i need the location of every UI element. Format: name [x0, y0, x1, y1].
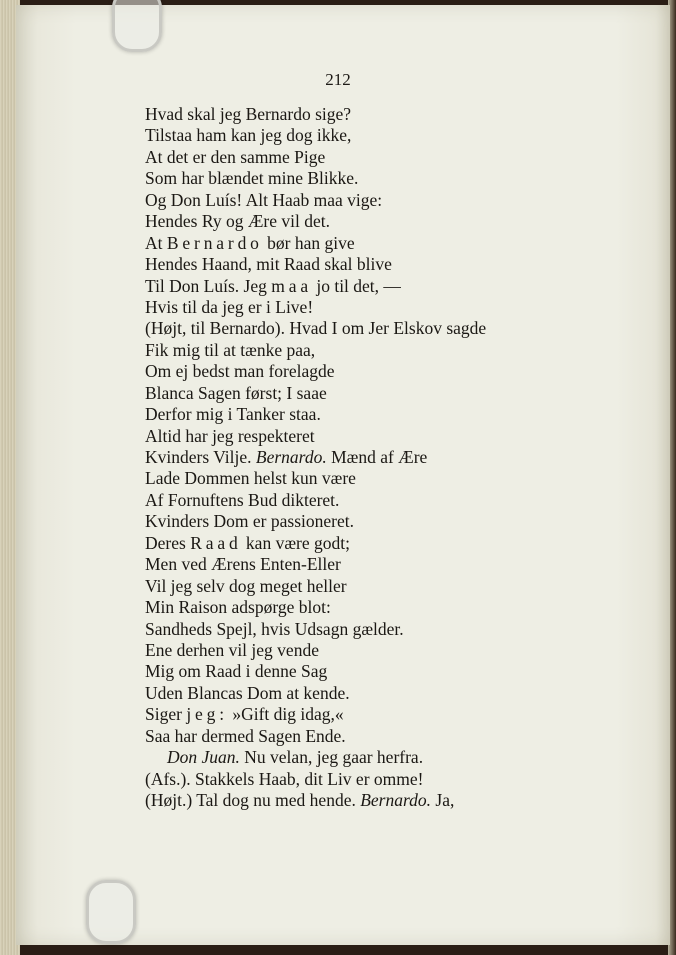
verse-line	[145, 125, 645, 146]
verse-line-spaced: maa	[271, 275, 312, 296]
verse-line-text: Fik mig til at tænke paa,	[145, 339, 316, 360]
verse-line-italic: Don Juan.	[167, 747, 240, 768]
verse-line	[145, 576, 645, 597]
paper-clip-top	[112, 0, 162, 52]
verse-line-text: Lade Dommen helst kun være	[145, 468, 356, 489]
verse-line-after: Mænd af Ære	[326, 447, 428, 467]
verse-line	[145, 533, 645, 554]
verse-text	[145, 104, 645, 811]
verse-line-after: jo til det, —	[311, 275, 401, 296]
verse-line	[145, 276, 645, 297]
verse-line-text: Hvis til da jeg er i Live!	[145, 296, 314, 317]
verse-line	[145, 340, 645, 361]
verse-line-text: (Højt, til Bernardo). Hvad I om Jer Elskov sagde	[145, 318, 487, 339]
verse-line-text: Derfor mig i Tanker staa.	[145, 404, 321, 425]
verse-line-text: Vil jeg selv dog meget heller	[145, 575, 347, 596]
page-number: 212	[325, 70, 351, 89]
verse-line-text: Af Fornuftens Bud dikteret.	[145, 489, 340, 510]
verse-line	[145, 104, 645, 125]
verse-line-before: Siger	[145, 704, 187, 725]
verse-line-text: Men ved Ærens Enten-Eller	[145, 554, 341, 575]
verse-line-before: (Højt.) Tal dog nu med hende.	[145, 790, 361, 810]
verse-line	[145, 147, 645, 168]
verse-line-spaced: jeg:	[186, 704, 228, 725]
verse-line-text: Som har blændet mine Blikke.	[145, 168, 359, 189]
verse-line	[145, 747, 645, 768]
verse-line-text: Sandheds Spejl, hvis Udsagn gælder.	[145, 618, 404, 639]
verse-line	[145, 619, 645, 640]
verse-line	[145, 383, 645, 404]
verse-line	[145, 254, 645, 275]
verse-line-text: Min Raison adspørge blot:	[145, 597, 331, 618]
verse-line-text: Om ej bedst man forelagde	[145, 361, 335, 382]
verse-line-text: Hvad skal jeg Bernardo sige?	[145, 104, 352, 124]
verse-line	[145, 361, 645, 382]
verse-line-text: Ene derhen vil jeg vende	[145, 639, 319, 660]
verse-line-text: Kvinders Dom er passioneret.	[145, 511, 354, 532]
verse-line-before: Deres	[145, 532, 191, 553]
verse-line	[145, 790, 645, 811]
verse-line-italic: Bernardo.	[360, 790, 432, 810]
verse-line-text: Blanca Sagen først; I saae	[145, 382, 327, 403]
verse-line	[145, 683, 645, 704]
verse-line-after: Ja,	[431, 790, 455, 810]
verse-line	[145, 318, 645, 339]
verse-line	[145, 490, 645, 511]
verse-line-after: bør han give	[262, 232, 355, 253]
verse-line-text: Saa har dermed Sagen Ende.	[145, 725, 346, 746]
verse-line	[145, 447, 645, 468]
verse-line-before: Kvinders Vilje.	[145, 447, 256, 467]
verse-line-text: Tilstaa ham kan jeg dog ikke,	[145, 125, 352, 146]
verse-line	[145, 511, 645, 532]
verse-line	[145, 468, 645, 489]
verse-line	[145, 726, 645, 747]
verse-line-text: Altid har jeg respekteret	[145, 425, 315, 446]
verse-line-after: kan være godt;	[241, 532, 350, 553]
verse-line-text: Mig om Raad i denne Sag	[145, 661, 328, 682]
verse-line-text: (Afs.). Stakkels Haab, dit Liv er omme!	[145, 768, 424, 789]
verse-line-text: Uden Blancas Dom at kende.	[145, 682, 350, 703]
verse-line	[145, 426, 645, 447]
verse-line	[145, 168, 645, 189]
verse-line	[145, 190, 645, 211]
verse-line-after: Nu velan, jeg gaar herfra.	[239, 747, 424, 768]
verse-line-text: Hendes Ry og Ære vil det.	[145, 211, 330, 232]
verse-line	[145, 211, 645, 232]
verse-line	[145, 404, 645, 425]
verse-line-spaced: Raad	[190, 532, 242, 553]
verse-line-before: Til Don Luís. Jeg	[145, 275, 272, 296]
verse-line-text: Og Don Luís! Alt Haab maa vige:	[145, 189, 383, 210]
verse-line	[145, 661, 645, 682]
verse-line-spaced: Bernardo	[166, 232, 263, 253]
verse-line	[145, 233, 645, 254]
verse-line	[145, 769, 645, 790]
verse-line	[145, 640, 645, 661]
verse-line-before: At	[145, 232, 167, 253]
verse-line	[145, 597, 645, 618]
verse-line-after: »Gift dig idag,«	[227, 704, 344, 725]
verse-line-text: At det er den samme Pige	[145, 146, 326, 167]
verse-line-italic: Bernardo.	[255, 447, 327, 467]
verse-line	[145, 704, 645, 725]
verse-line-text: Hendes Haand, mit Raad skal blive	[145, 254, 392, 275]
paper-clip-bottom	[86, 880, 136, 944]
verse-line	[145, 297, 645, 318]
verse-line	[145, 554, 645, 575]
